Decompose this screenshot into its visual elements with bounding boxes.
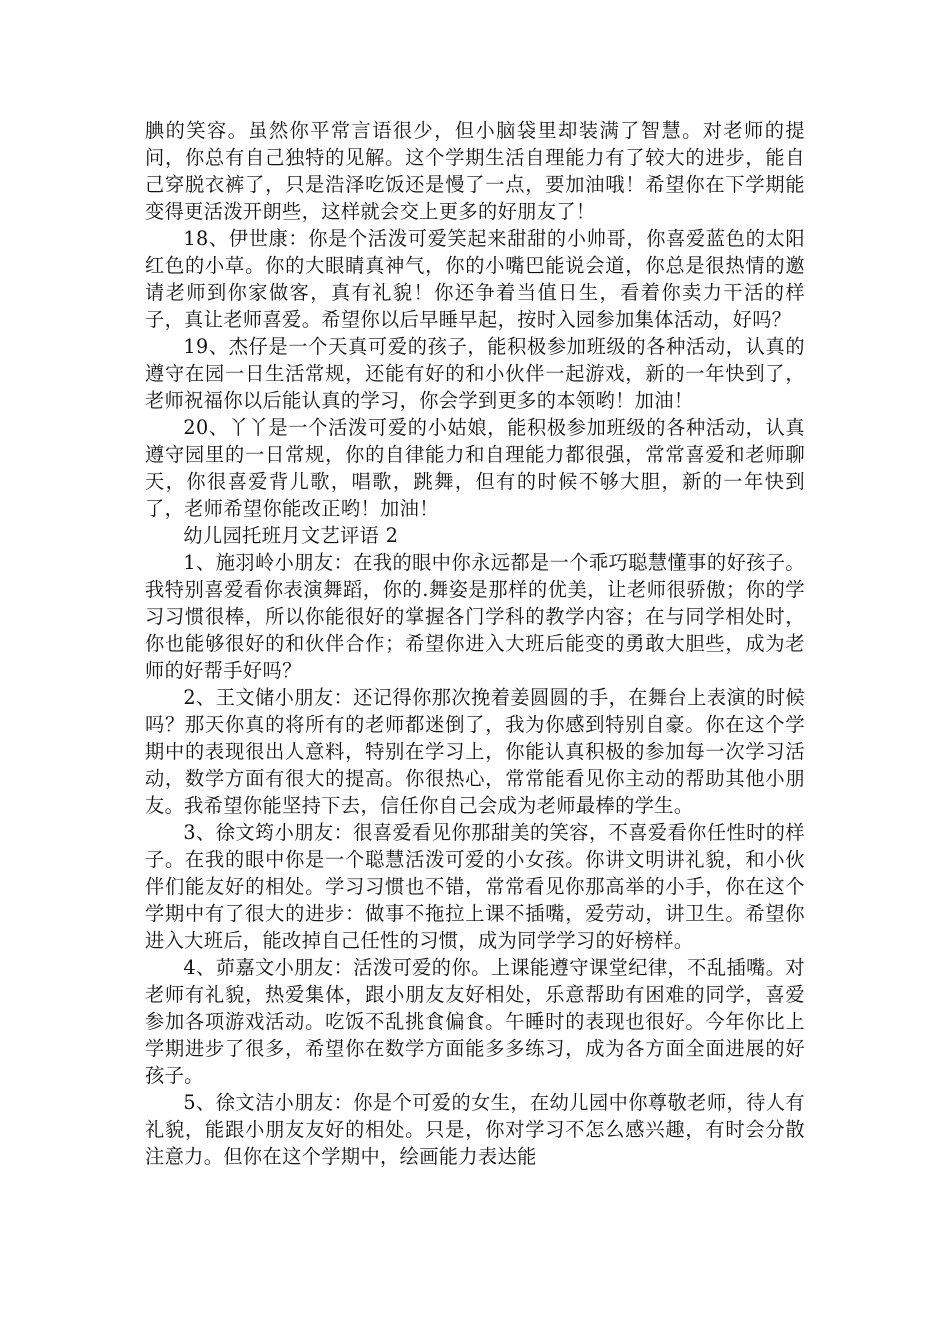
paragraph-comment-1: 1、施羽岭小朋友：在我的眼中你永远都是一个乖巧聪慧懂事的好孩子。我特别喜爱看你表演舞蹈，你的.舞姿是那样的优美，让老师很骄傲；你的学习习惯很棒，所以你能很好的掌握各门学科的教学内容；在与同学相处时，你也能够很好的和伙伴合作；希望你进入大班后能变的勇敢大胆些，成为老师的好帮手好吗？	[145, 551, 805, 682]
paragraph-comment-18: 18、伊世康：你是个活泼可爱笑起来甜甜的小帅哥，你喜爱蓝色的太阳红色的小草。你的大眼睛真神气，你的小嘴巴能说会道，你总是很热情的邀请老师到你家做客，真有礼貌！你还争着当值日生，看着你卖力干活的样子，真让老师喜爱。希望你以后早睡早起，按时入园参加集体活动，好吗？	[145, 227, 805, 331]
document-page	[145, 117, 805, 1170]
paragraph-comment-4: 4、茆嘉文小朋友：活泼可爱的你。上课能遵守课堂纪律，不乱插嘴。对老师有礼貌，热爱集体，跟小朋友友好相处，乐意帮助有困难的同学，喜爱参加各项游戏活动。吃饭不乱挑食偏食。午睡时的表现也很好。今年你比上学期进步了很多，希望你在数学方面能多多练习，成为各方面全面进展的好孩子。	[145, 956, 805, 1087]
paragraph-comment-5: 5、徐文洁小朋友：你是个可爱的女生，在幼儿园中你尊敬老师，待人有礼貌，能跟小朋友友好的相处。只是，你对学习不怎么感兴趣，有时会分散注意力。但你在这个学期中，绘画能力表达能	[145, 1091, 805, 1168]
paragraph-comment-2: 2、王文储小朋友：还记得你那次挽着姜圆圆的手，在舞台上表演的时候吗？那天你真的将所有的老师都迷倒了，我为你感到特别自豪。你在这个学期中的表现很出人意料，特别在学习上，你能认真积极的参加每一次学习活动，数学方面有很大的提高。你很热心，常常能看见你主动的帮助其他小朋友。我希望你能坚持下去，信任你自己会成为老师最棒的学生。	[145, 686, 805, 817]
paragraph-continued: 腆的笑容。虽然你平常言语很少，但小脑袋里却装满了智慧。对老师的提问，你总有自己独特的见解。这个学期生活自理能力有了较大的进步，能自己穿脱衣裤了，只是浩泽吃饭还是慢了一点，要加油哦！希望你在下学期能变得更活泼开朗些，这样就会交上更多的好朋友了！	[145, 119, 805, 223]
section-heading: 幼儿园托班月文艺评语 2	[183, 524, 399, 547]
paragraph-comment-20: 20、丫丫是一个活泼可爱的小姑娘，能积极参加班级的各种活动，认真遵守园里的一日常规，你的自律能力和自理能力都很强，常常喜爱和老师聊天，你很喜爱背儿歌，唱歌，跳舞，但有的时候不够大胆，新的一年快到了，老师希望你能改正哟！加油！	[145, 416, 805, 520]
paragraph-comment-3: 3、徐文筠小朋友：很喜爱看见你那甜美的笑容，不喜爱看你任性时的样子。在我的眼中你是一个聪慧活泼可爱的小女孩。你讲文明讲礼貌，和小伙伴们能友好的相处。学习习惯也不错，常常看见你那高举的小手，你在这个学期中有了很大的进步：做事不拖拉上课不插嘴，爱劳动，讲卫生。希望你进入大班后，能改掉自己任性的习惯，成为同学学习的好榜样。	[145, 821, 805, 952]
paragraph-comment-19: 19、杰仔是一个天真可爱的孩子，能积极参加班级的各种活动，认真的遵守在园一日生活常规，还能有好的和小伙伴一起游戏，新的一年快到了，老师祝福你以后能认真的学习，你会学到更多的本领哟！加油！	[145, 335, 805, 412]
